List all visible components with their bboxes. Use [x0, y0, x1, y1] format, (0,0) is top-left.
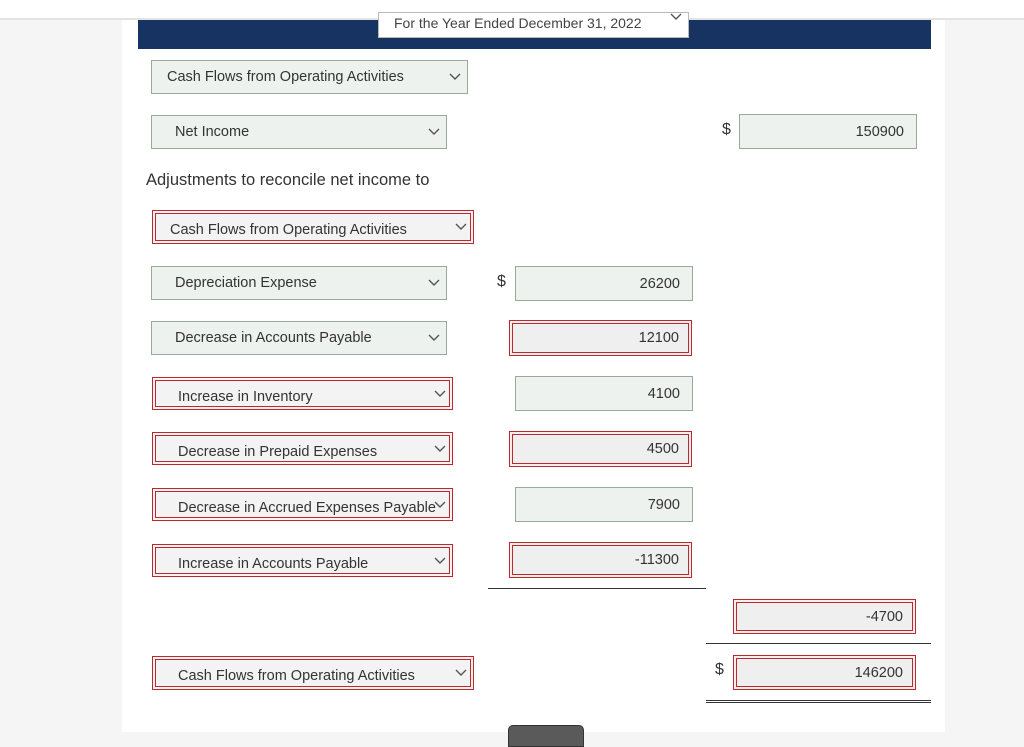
dollar-sign: $ [722, 121, 731, 138]
adjustment-dropdown-increase-ap[interactable] [152, 544, 453, 577]
dropdown-label: Cash Flows from Operating Activities [167, 69, 404, 85]
chevron-down-icon [455, 669, 467, 677]
chevron-down-icon [428, 128, 440, 136]
adjustment-dropdown-accrued[interactable] [152, 488, 453, 521]
operating-heading-dropdown[interactable] [151, 60, 468, 94]
dollar-sign: $ [497, 273, 506, 290]
adjustment-dropdown-depreciation[interactable] [151, 266, 447, 300]
input-value: 150900 [855, 123, 904, 140]
chevron-down-icon [428, 279, 440, 287]
final-label-dropdown[interactable] [152, 656, 474, 690]
final-double-rule [706, 700, 931, 703]
chevron-down-icon [434, 501, 446, 509]
chevron-down-icon [434, 390, 446, 398]
net-income-dropdown[interactable] [151, 115, 447, 149]
adjustment-input-prepaid[interactable] [509, 431, 692, 467]
net-income-input[interactable] [739, 114, 917, 149]
dropdown-label: Increase in Inventory [178, 389, 313, 405]
subtotal-rule [488, 588, 706, 589]
dropdown-label: Cash Flows from Operating Activities [178, 668, 415, 684]
final-value-input[interactable] [733, 655, 916, 690]
adjustment-input-depreciation[interactable] [515, 266, 693, 301]
adjustment-dropdown-decrease-ap[interactable] [151, 321, 447, 355]
adjustment-input-increase-ap[interactable] [509, 542, 692, 578]
input-value: 26200 [639, 275, 680, 292]
dropdown-label: Decrease in Prepaid Expenses [178, 444, 378, 460]
dropdown-label: Depreciation Expense [175, 275, 317, 291]
chevron-down-icon [670, 13, 682, 21]
adjustment-input-accrued[interactable] [515, 487, 693, 522]
bottom-button[interactable] [508, 725, 584, 747]
adjustment-dropdown-prepaid[interactable] [152, 432, 453, 465]
chevron-down-icon [455, 223, 467, 231]
dropdown-label: Increase in Accounts Payable [178, 556, 369, 572]
input-value: 4100 [647, 385, 680, 402]
dropdown-label: Cash Flows from Operating Activities [170, 222, 407, 238]
total-rule [706, 643, 931, 644]
period-text: For the Year Ended December 31, 2022 [394, 15, 642, 31]
dollar-sign: $ [715, 661, 724, 678]
chevron-down-icon [449, 73, 461, 81]
chevron-down-icon [434, 445, 446, 453]
input-value: 12100 [638, 330, 679, 346]
adjustments-heading-dropdown[interactable] [152, 210, 474, 244]
period-dropdown[interactable] [378, 12, 689, 38]
input-value: -4700 [865, 608, 903, 625]
adjustment-input-inventory[interactable] [515, 376, 693, 411]
dropdown-label: Net Income [175, 124, 250, 140]
chevron-down-icon [428, 334, 440, 342]
adjustment-input-decrease-ap[interactable] [509, 320, 692, 356]
input-value: 146200 [854, 664, 903, 681]
total-adjustments-input[interactable] [733, 599, 916, 634]
dropdown-label: Decrease in Accrued Expenses Payable [178, 500, 436, 516]
input-value: 4500 [646, 441, 679, 457]
input-value: -11300 [634, 552, 679, 568]
adjustment-dropdown-inventory[interactable] [152, 377, 453, 410]
adjustments-label: Adjustments to reconcile net income to [146, 171, 430, 189]
chevron-down-icon [434, 557, 446, 565]
dropdown-label: Decrease in Accounts Payable [175, 330, 372, 346]
input-value: 7900 [647, 496, 680, 513]
